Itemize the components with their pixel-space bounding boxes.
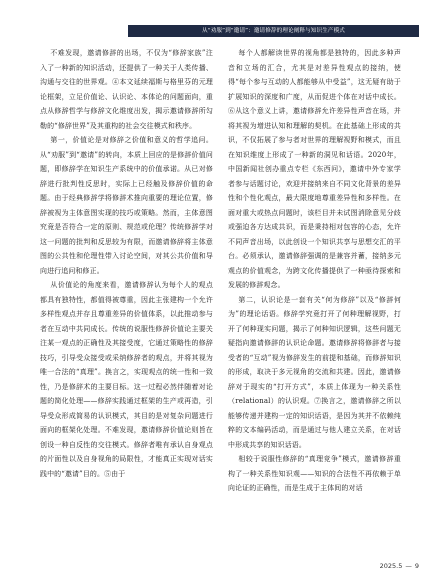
- page-number: 9: [414, 562, 419, 570]
- page-footer: [380, 562, 419, 570]
- issue-number: 2025.5: [379, 562, 403, 570]
- paragraph: 从价值论的角度来看，邀请修辞认为每个人的观点都具有独特性，都值得被尊重，因此主张建构一个允许多样性观点并存且尊重差异的价值体系，以此推动参与者在互动中共同成长。传统的说服性修辞价值论主要关注某一观点的正确性及其接受度，它通过策略性的修辞技巧，引导受众接受或采纳修辞者的观点，并将其视为唯一合法的“真理”。换言之，实现观点的统一性和一致性，乃是修辞术的主要目标。这一过程必然伴随着对论题的简化处理——修辞实践通过框架的生产或再造，引导受众形成简易的认识模式，其目的是对复杂问题进行面向的框架化处理。不难发现，邀请修辞价值论则旨在创设一种自反性的交往模式。修辞者唯有承认自身观点的片面性以及自身视角的局限性，才能真正实现对话实践中的“邀请”目的。⑤由于: [40, 281, 213, 478]
- paragraph: 不难发现，邀请修辞的出场，不仅为“修辞家族”注入了一种新的知识活动，还提供了一种关于人类传播、沟通与交往的世界观。④本文延续福斯与格里芬的元理论框架，立足价值论、认识论、本体论的问题面向，重点从修辞哲学与修辞文化维度出发，揭示邀请修辞所勾勒的“修辞世界”及其重构的社会交往模式和秩序。: [40, 49, 213, 130]
- paragraph: 每个人都解读世界的视角都是独特的，因此多种声音和立场的汇合，尤其是对差异性观点的接纳，使得“每个参与互动的人都能够从中受益”，这无疑有助于扩展知识的深度和广度，从而促进个体在对话中成长。⑥从这个意义上讲，邀请修辞允许差异性声音在场，并将其视为增进认知和理解的契机。在此基础上形成的共识，不仅拓展了参与者对世界的理解视野和模式，而且在知识维度上形成了一种新的洞见和话语。2020年，中国新闻社创办重点专栏《东西问》，邀请中外专家学者参与话题讨论，欢迎并接纳来自不同文化背景的差异性和个性化观点，最大限度地尊重差异性和多样性。在面对重大或热点问题时，该栏目并未试图消除意见分歧或强迫各方达成共识，而是秉持相对包容的心态，允许不同声音出场，以此创设一个知识共享与思想交汇的平台。必须承认，邀请修辞强调的是兼容并蓄，接纳多元观点的价值观念，为跨文化传播提供了一种亟待探索和发展的修辞观念。: [228, 49, 401, 289]
- left-column: [40, 46, 213, 556]
- paragraph: 相较于说服性修辞的“真理竞争”模式，邀请修辞重构了一种关系性知识观——知识的合法性不再依赖于单向论证的正确性，而是生成于主体间的对话: [228, 455, 401, 492]
- running-header: 从“劝服”到“邀请”：邀请修辞的理论阐释与知识生产模式: [128, 25, 419, 37]
- paragraph: 第二，认识论是一套有关“何为修辞”以及“修辞何为”的理论话语。修辞学究竟打开了何种理解视野，打开了何种现实问题，揭示了何种知识逻辑，这些问题无疑指向邀请修辞的认识论命题。邀请修辞将修辞者与接受者的“互动”视为修辞发生的前提和基础，而修辞知识的形成，取决于多元视角的交流和共建。因此，邀请修辞对于现实的“打开方式”，本质上体现为一种关系性（relational）的认识观。⑦换言之，邀请修辞之所以能够传递并建构一定的知识话语，是因为其并不依赖纯粹的文本编码活动，而是通过与他人建立关系，在对话中形成共享的知识话语。: [228, 295, 401, 449]
- paragraph: 第一，价值论是对修辞之价值和意义的哲学追问。从“劝服”到“邀请”的转向，本质上回应的是修辞价值问题，即修辞学在知识生产系统中的价值承诺。从已对修辞进行批判性反思时，实际上已经触及修辞价值的命题。由于经典修辞学将修辞术推向重要的理论位置，修辞被视为主体意图实现的技巧或策略。然而，主体意图究竟是否符合一定的原则、规范或伦理？传统修辞学对这一问题的批判和反思较为有限，而邀请修辞将主体意图的公共性和伦理性带入讨论空间，对其公共价值和导向进行追问和修正。: [40, 136, 213, 275]
- footer-separator: —: [405, 562, 412, 570]
- right-column: [228, 46, 401, 556]
